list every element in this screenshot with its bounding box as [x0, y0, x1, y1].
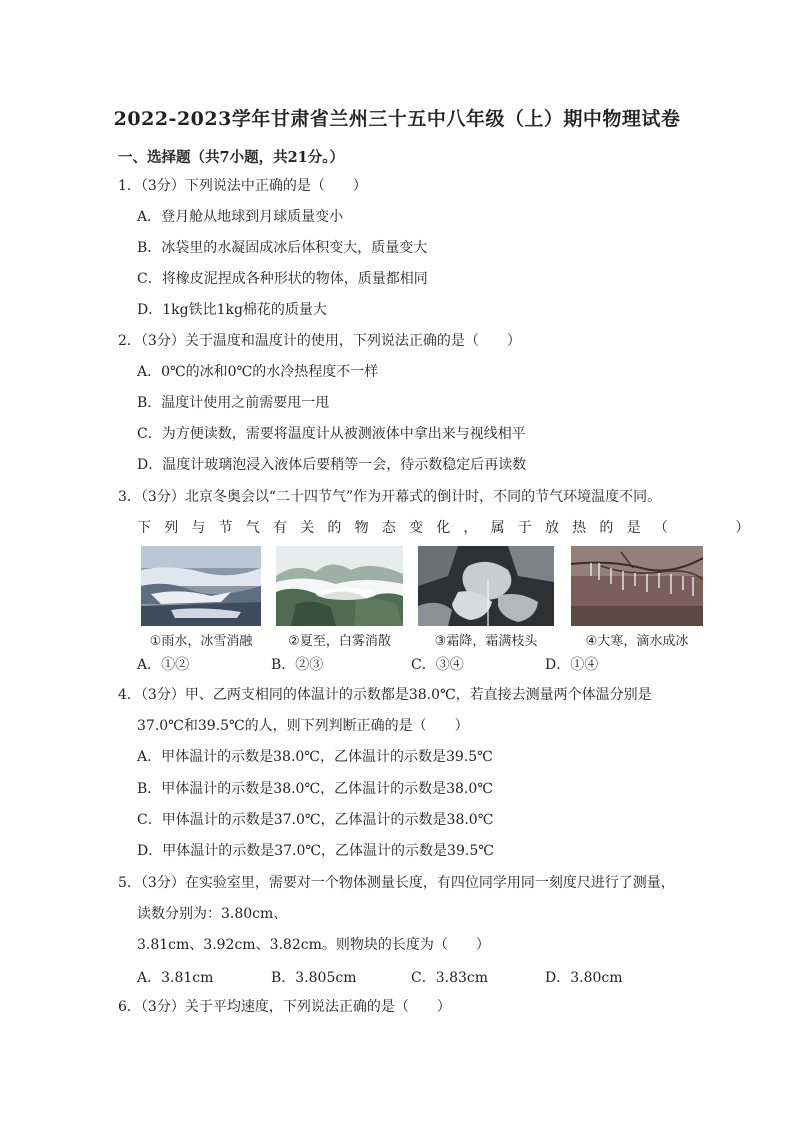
question-3-option-a: A．①② — [137, 657, 190, 673]
page-title: 2022-2023学年甘肃省兰州三十五中八年级（上）期中物理试卷 — [113, 108, 681, 130]
question-3-option-c: C．③④ — [411, 657, 464, 673]
question-3-stem: 3．（3分）北京冬奥会以“二十四节气”作为开幕式的倒计时，不同的节气环境温度不同。 — [118, 489, 662, 505]
photo-caption-4: ④大寒，滴水成冰 — [585, 634, 689, 649]
question-2-stem: 2．（3分）关于温度和温度计的使用，下列说法正确的是（ ） — [118, 333, 521, 349]
question-3-option-b: B．②③ — [271, 657, 324, 673]
question-5-stem-continued: 读数分别为：3.80cm、 — [137, 906, 288, 922]
question-5-option-c: C．3.83cm — [411, 970, 488, 986]
question-3-stem-continued: 下列与节气有关的物态变化，属于放热的是（ ） — [137, 520, 763, 536]
photo-frost-on-leaves — [418, 546, 554, 626]
question-5-option-d: D．3.80cm — [545, 970, 623, 986]
question-2-option-a: A．0℃的冰和0℃的水冷热程度不一样 — [137, 364, 379, 380]
photo-rain-water-ice-melting — [141, 546, 261, 626]
question-1-stem: 1．（3分）下列说法中正确的是（ ） — [118, 178, 367, 194]
photo-caption-2: ②夏至，白雾消散 — [288, 634, 391, 649]
photo-dripping-water-to-ice — [571, 546, 703, 626]
question-4-stem-continued: 37.0℃和39.5℃的人，则下列判断正确的是（ ） — [137, 718, 469, 734]
question-3-option-d: D．①④ — [545, 657, 599, 673]
question-5-option-b: B．3.805cm — [271, 970, 357, 986]
question-1-option-d: D．1kg铁比1kg棉花的质量大 — [137, 302, 327, 318]
question-5-measurements: 3.81cm、3.92cm、3.82cm。则物块的长度为（ ） — [137, 937, 490, 953]
question-4-option-b: B．甲体温计的示数是38.0℃，乙体温计的示数是38.0℃ — [137, 781, 493, 797]
question-1-option-b: B．冰袋里的水凝固成冰后体积变大，质量变大 — [137, 240, 428, 256]
photo-caption-1: ①雨水，冰雪消融 — [149, 634, 253, 649]
question-4-option-d: D．甲体温计的示数是37.0℃，乙体温计的示数是39.5℃ — [137, 843, 494, 859]
question-2-option-b: B．温度计使用之前需要甩一甩 — [137, 395, 330, 411]
question-1-option-a: A．登月舱从地球到月球质量变小 — [137, 209, 344, 225]
question-1-option-c: C．将橡皮泥捏成各种形状的物体，质量都相同 — [137, 271, 428, 287]
question-2-option-d: D．温度计玻璃泡浸入液体后要稍等一会，待示数稳定后再读数 — [137, 457, 527, 473]
question-6-stem: 6．（3分）关于平均速度，下列说法正确的是（ ） — [118, 999, 451, 1015]
question-4-option-c: C．甲体温计的示数是37.0℃，乙体温计的示数是38.0℃ — [137, 812, 494, 828]
question-4-option-a: A．甲体温计的示数是38.0℃，乙体温计的示数是39.5℃ — [137, 749, 493, 765]
question-5-option-a: A．3.81cm — [137, 970, 214, 986]
question-4-stem: 4．（3分）甲、乙两支相同的体温计的示数都是38.0℃，若直接去测量两个体温分别是 — [118, 687, 652, 703]
question-2-option-c: C．为方便读数，需要将温度计从被测液体中拿出来与视线相平 — [137, 426, 526, 442]
question-5-stem: 5．（3分）在实验室里，需要对一个物体测量长度，有四位同学用同一刻度尺进行了测量， — [118, 875, 675, 891]
photo-caption-3: ③霜降，霜满枝头 — [434, 634, 538, 649]
photo-summer-fog-dispersing — [276, 546, 403, 626]
section-heading: 一、选择题（共7小题，共21分。） — [118, 149, 345, 166]
